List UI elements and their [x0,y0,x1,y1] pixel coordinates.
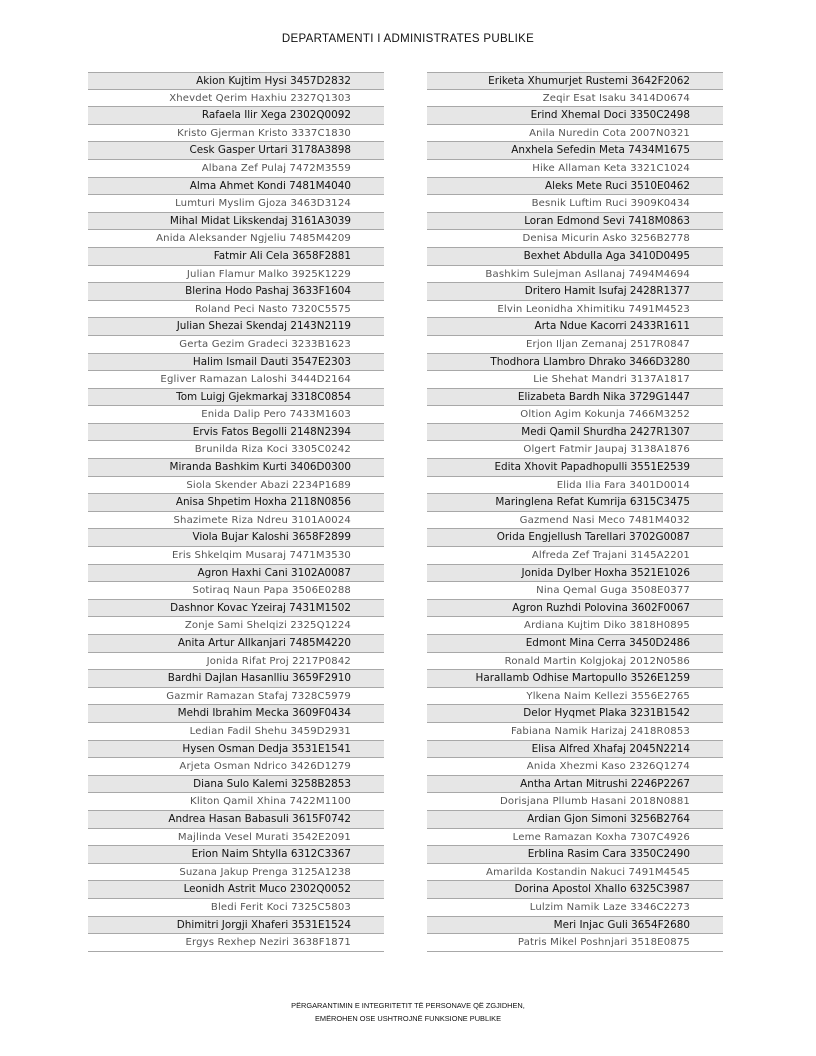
list-item: Gazmend Nasi Meco 7481M4032 [427,512,723,530]
list-item: Bledi Ferit Koci 7325C5803 [88,899,384,917]
list-item: Delor Hyqmet Plaka 3231B1542 [427,705,723,723]
list-item: Eris Shkelqim Musaraj 7471M3530 [88,547,384,565]
footer-line-1: PËRGARANTIMIN E INTEGRITETIT TË PERSONAVE QË ZGJIDHEN, [291,1001,525,1010]
list-item: Ledian Fadil Shehu 3459D2931 [88,723,384,741]
list-item: Dorisjana Pllumb Hasani 2018N0881 [427,793,723,811]
list-item: Maringlena Refat Kumrija 6315C3475 [427,494,723,512]
page-footer [0,999,816,1025]
list-item: Anisa Shpetim Hoxha 2118N0856 [88,494,384,512]
list-item: Ervis Fatos Begolli 2148N2394 [88,424,384,442]
list-item: Ardiana Kujtim Diko 3818H0895 [427,617,723,635]
list-item: Roland Peci Nasto 7320C5575 [88,301,384,319]
list-item: Anila Nuredin Cota 2007N0321 [427,125,723,143]
list-item: Anxhela Sefedin Meta 7434M1675 [427,142,723,160]
list-item: Rafaela Ilir Xega 2302Q0092 [88,107,384,125]
list-item: Loran Edmond Sevi 7418M0863 [427,213,723,231]
list-item: Anita Artur Allkanjari 7485M4220 [88,635,384,653]
list-item: Elvin Leonidha Xhimitiku 7491M4523 [427,301,723,319]
list-item: Jonida Dylber Hoxha 3521E1026 [427,565,723,583]
list-item: Cesk Gasper Urtari 3178A3898 [88,142,384,160]
list-item: Nina Qemal Guga 3508E0377 [427,582,723,600]
list-item: Orida Engjellush Tarellari 3702G0087 [427,529,723,547]
list-item: Dritero Hamit Isufaj 2428R1377 [427,283,723,301]
list-item: Suzana Jakup Prenga 3125A1238 [88,864,384,882]
list-item: Fatmir Ali Cela 3658F2881 [88,248,384,266]
list-item: Diana Sulo Kalemi 3258B2853 [88,776,384,794]
list-item: Leonidh Astrit Muco 2302Q0052 [88,881,384,899]
list-item: Arjeta Osman Ndrico 3426D1279 [88,758,384,776]
list-item: Meri Injac Guli 3654F2680 [427,917,723,935]
list-item: Egliver Ramazan Laloshi 3444D2164 [88,371,384,389]
list-item: Amarilda Kostandin Nakuci 7491M4545 [427,864,723,882]
list-item: Bardhi Dajlan Hasanlliu 3659F2910 [88,670,384,688]
list-item: Brunilda Riza Koci 3305C0242 [88,441,384,459]
list-item: Erblina Rasim Cara 3350C2490 [427,846,723,864]
list-item: Anida Xhezmi Kaso 2326Q1274 [427,758,723,776]
list-item: Oltion Agim Kokunja 7466M3252 [427,406,723,424]
list-item: Akion Kujtim Hysi 3457D2832 [88,72,384,90]
list-item: Dhimitri Jorgji Xhaferi 3531E1524 [88,917,384,935]
list-item: Mehdi Ibrahim Mecka 3609F0434 [88,705,384,723]
list-item: Aleks Mete Ruci 3510E0462 [427,178,723,196]
list-item: Xhevdet Qerim Haxhiu 2327Q1303 [88,90,384,108]
list-item: Zonje Sami Shelqizi 2325Q1224 [88,617,384,635]
list-item: Edita Xhovit Papadhopulli 3551E2539 [427,459,723,477]
list-item: Medi Qamil Shurdha 2427R1307 [427,424,723,442]
list-item: Zeqir Esat Isaku 3414D0674 [427,90,723,108]
list-item: Hike Allaman Keta 3321C1024 [427,160,723,178]
list-item: Erind Xhemal Doci 3350C2498 [427,107,723,125]
page-title: DEPARTAMENTI I ADMINISTRATES PUBLIKE [281,33,535,45]
list-item: Ergys Rexhep Neziri 3638F1871 [88,934,384,952]
list-item: Julian Shezai Skendaj 2143N2119 [88,318,384,336]
list-item: Dashnor Kovac Yzeiraj 7431M1502 [88,600,384,618]
list-item: Kliton Qamil Xhina 7422M1100 [88,793,384,811]
list-item: Kristo Gjerman Kristo 3337C1830 [88,125,384,143]
list-item: Blerina Hodo Pashaj 3633F1604 [88,283,384,301]
list-item: Albana Zef Pulaj 7472M3559 [88,160,384,178]
list-item: Halim Ismail Dauti 3547E2303 [88,354,384,372]
list-item: Andrea Hasan Babasuli 3615F0742 [88,811,384,829]
list-item: Ardian Gjon Simoni 3256B2764 [427,811,723,829]
list-item: Ronald Martin Kolgjokaj 2012N0586 [427,653,723,671]
list-item: Shazimete Riza Ndreu 3101A0024 [88,512,384,530]
list-item: Edmont Mina Cerra 3450D2486 [427,635,723,653]
list-item: Elisa Alfred Xhafaj 2045N2214 [427,741,723,759]
list-item: Antha Artan Mitrushi 2246P2267 [427,776,723,794]
list-item: Julian Flamur Malko 3925K1229 [88,266,384,284]
list-item: Fabiana Namik Harizaj 2418R0853 [427,723,723,741]
list-item: Lulzim Namik Laze 3346C2273 [427,899,723,917]
list-item: Erjon Iljan Zemanaj 2517R0847 [427,336,723,354]
list-item: Hysen Osman Dedja 3531E1541 [88,741,384,759]
list-item: Alfreda Zef Trajani 3145A2201 [427,547,723,565]
list-item: Gerta Gezim Gradeci 3233B1623 [88,336,384,354]
list-item: Harallamb Odhise Martopullo 3526E1259 [427,670,723,688]
list-item: Elizabeta Bardh Nika 3729G1447 [427,389,723,407]
list-item: Majlinda Vesel Murati 3542E2091 [88,829,384,847]
list-item: Viola Bujar Kaloshi 3658F2899 [88,529,384,547]
list-item: Enida Dalip Pero 7433M1603 [88,406,384,424]
list-item: Tom Luigj Gjekmarkaj 3318C0854 [88,389,384,407]
list-item: Agron Ruzhdi Polovina 3602F0067 [427,600,723,618]
list-item: Agron Haxhi Cani 3102A0087 [88,565,384,583]
list-item: Thodhora Llambro Dhrako 3466D3280 [427,354,723,372]
list-item: Miranda Bashkim Kurti 3406D0300 [88,459,384,477]
list-item: Elida Ilia Fara 3401D0014 [427,477,723,495]
list-item: Siola Skender Abazi 2234P1689 [88,477,384,495]
list-item: Olgert Fatmir Jaupaj 3138A1876 [427,441,723,459]
list-item: Dorina Apostol Xhallo 6325C3987 [427,881,723,899]
list-item: Bashkim Sulejman Asllanaj 7494M4694 [427,266,723,284]
right-name-list [427,72,723,952]
list-item: Arta Ndue Kacorri 2433R1611 [427,318,723,336]
list-item: Anida Aleksander Ngjeliu 7485M4209 [88,230,384,248]
list-item: Gazmir Ramazan Stafaj 7328C5979 [88,688,384,706]
list-item: Alma Ahmet Kondi 7481M4040 [88,178,384,196]
list-item: Erion Naim Shtylla 6312C3367 [88,846,384,864]
footer-line-2: EMËROHEN OSE USHTROJNË FUNKSIONE PUBLIKE [314,1014,502,1023]
list-item: Leme Ramazan Koxha 7307C4926 [427,829,723,847]
list-item: Lie Shehat Mandri 3137A1817 [427,371,723,389]
list-item: Ylkena Naim Kellezi 3556E2765 [427,688,723,706]
list-item: Jonida Rifat Proj 2217P0842 [88,653,384,671]
list-item: Eriketa Xhumurjet Rustemi 3642F2062 [427,72,723,90]
list-item: Sotiraq Naun Papa 3506E0288 [88,582,384,600]
list-item: Denisa Micurin Asko 3256B2778 [427,230,723,248]
list-item: Bexhet Abdulla Aga 3410D0495 [427,248,723,266]
list-item: Mihal Midat Likskendaj 3161A3039 [88,213,384,231]
list-item: Besnik Luftim Ruci 3909K0434 [427,195,723,213]
list-item: Lumturi Myslim Gjoza 3463D3124 [88,195,384,213]
list-item: Patris Mikel Poshnjari 3518E0875 [427,934,723,952]
left-name-list [88,72,384,952]
